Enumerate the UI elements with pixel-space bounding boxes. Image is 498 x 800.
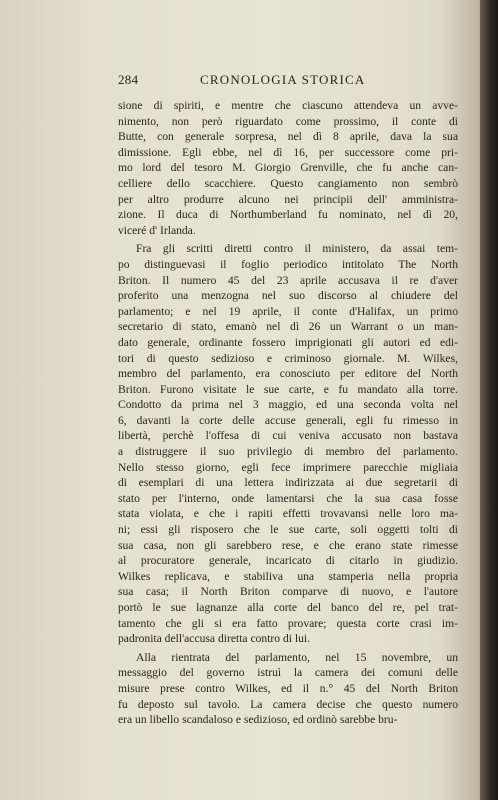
- running-head: CRONOLOGIA STORICA: [200, 72, 366, 87]
- page-header: [118, 72, 458, 90]
- book-spine-edge: [480, 0, 498, 800]
- text-line: Condotto da prima nel 3 maggio, ed una seconda volta nel: [118, 398, 458, 412]
- text-line: po distinguevasi il foglio periodico intitolato The North: [118, 257, 458, 271]
- text-line: dimissione. Egli ebbe, nel dì 16, per successore come pri-: [118, 145, 458, 159]
- text-line: parlamento; e nel 19 aprile, il conte d'Halifax, un primo: [118, 304, 458, 318]
- text-line: portò le sue lagnanze alla corte del banco del re, pel trat-: [118, 601, 458, 614]
- text-line: celliere dello scacchiere. Questo cangiamento non sembrò: [118, 176, 458, 190]
- text-line: Wilkes replicava, e stabiliva una stamperia nella propria: [118, 569, 458, 583]
- text-line: zione. Il duca di Northumberland fu nominato, nel dì 20,: [118, 208, 458, 222]
- paragraph-3: [118, 650, 458, 728]
- paragraph-2: [118, 241, 458, 646]
- text-line: Butte, con generale sorpresa, nel dì 8 aprile, dava la sua: [118, 130, 458, 144]
- text-line: tamento che gli si era fatto provare; questa corte crasi im-: [118, 616, 458, 630]
- text-line: stata violata, e che i rapiti effetti trovavansi nelle loro ma-: [118, 507, 458, 521]
- text-line: nimento, non però riguardato come prossimo, il conte di: [118, 114, 458, 128]
- text-line: al procuratore generale, incaricato di citarlo in giudizio.: [118, 554, 458, 568]
- text-line: proferito una menzogna nel suo discorso al chiudere del: [118, 289, 458, 303]
- text-line: sua casa; il North Briton comparve di nuovo, e l'autore: [118, 585, 458, 599]
- text-line: membro del parlamento, era conosciuto per editore del North: [118, 367, 458, 381]
- text-line: Briton. Il numero 45 del 23 aprile accusava il re d'aver: [118, 273, 458, 287]
- body-text: [118, 98, 458, 728]
- text-line: Alla rientrata del parlamento, nel 15 novembre, un: [136, 650, 458, 664]
- text-line: messaggio del governo istruì la camera dei comuni delle: [118, 666, 458, 680]
- text-line: a distruggere il suo privilegio di membro del parlamento.: [118, 445, 458, 459]
- text-line: 6, davanti la corte delle accuse generali, egli fu rimesso in: [118, 413, 458, 427]
- text-line: per altro produrre alcuno nei principii dell' amministra-: [118, 192, 458, 206]
- text-line: misure prese contro Wilkes, ed il n.° 45 del North Briton: [118, 681, 458, 695]
- text-line: mo lord del tesoro M. Giorgio Grenville, che fu anche can-: [118, 161, 458, 175]
- paragraph-1: [118, 98, 458, 238]
- text-line: ni; essi gli risposero che le sue carte, soli oggetti tolti di: [118, 523, 458, 537]
- text-line: Briton. Furono visitate le sue carte, e fu mandato alla torre.: [118, 382, 458, 396]
- text-line: libertà, perchè l'offesa di cui veniva accusato non bastava: [118, 429, 458, 443]
- text-line: tori di questo sedizioso e criminoso giornale. M. Wilkes,: [118, 351, 458, 365]
- text-line: stato per l'interno, onde lamentarsi che la sua casa fosse: [118, 491, 458, 505]
- book-page: [118, 72, 458, 728]
- text-line: dato generale, ordinante fossero imprigionati gli autori ed edi-: [118, 335, 458, 349]
- text-line: sua casa, non gli sarebbero rese, e che erano state rimesse: [118, 538, 458, 552]
- text-line: fu deposto sul tavolo. La camera decise che questo numero: [118, 697, 458, 711]
- text-line: padronita dell'accusa diretta contro di lui.: [118, 632, 311, 646]
- text-line: sione di spiriti, e mentre che ciascuno attendeva un avve-: [118, 99, 458, 112]
- text-line: secretario di stato, emanò nel dì 26 un Warrant o un man-: [118, 320, 458, 334]
- text-line: viceré d' Irlanda.: [118, 223, 196, 237]
- text-line: Fra gli scritti diretti contro il ministero, da assai tem-: [136, 242, 458, 256]
- text-line: di esemplari di una lettera indirizzata ai due segretarii di: [118, 476, 458, 490]
- text-line: era un libello scandaloso e sedizioso, ed ordinò sarebbe bru-: [118, 713, 398, 727]
- text-line: Nello stesso giorno, egli fece imprimere parecchie migliaia: [118, 460, 458, 474]
- page-number: 284: [118, 72, 139, 87]
